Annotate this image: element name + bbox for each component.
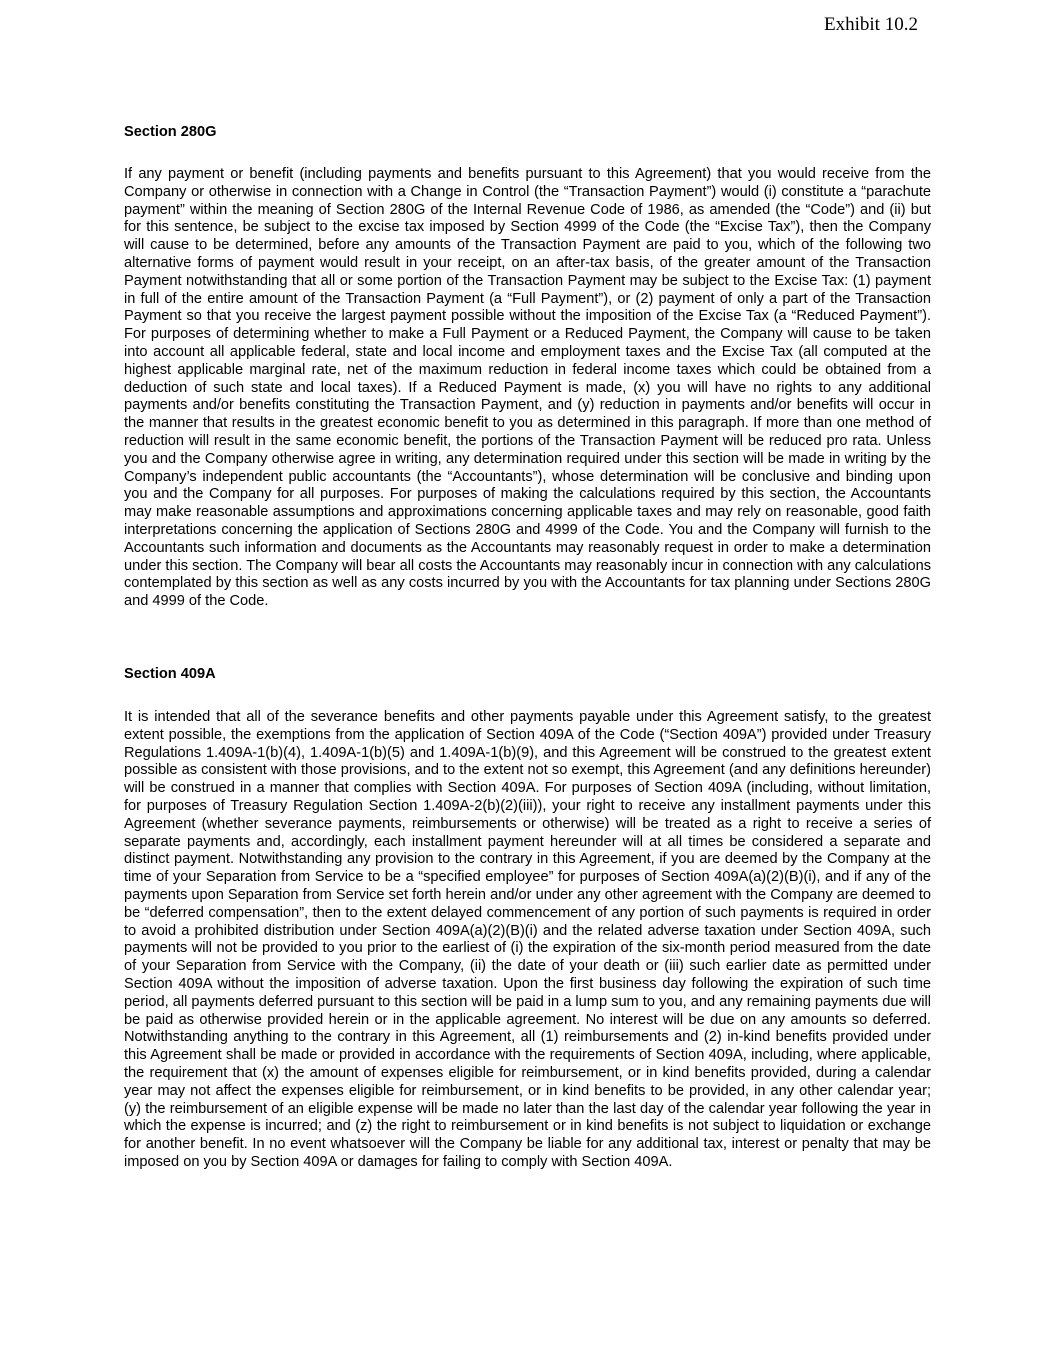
section-409a-paragraph: It is intended that all of the severance benefits and other payments payable under this Agreement satisfy, to the greatest extent possible, the exemptions from the application of Section 409A of the Code (“Section 409A”) provided under Treasury Regulations 1.409A-1(b)(4), 1.409A-1(b)(5) and 1.409A-1(b)(9), and this Agreement will be construed to the greatest extent possible as consistent with those provisions, and to the extent not so exempt, this Agreement (and any definitions hereunder) will be construed in a manner that complies with Section 409A. For purposes of Section 409A (including, without limitation, for purposes of Treasury Regulation Section 1.409A-2(b)(2)(iii)), your right to receive any installment payments under this Agreement (whether severance payments, reimbursements or otherwise) will be treated as a right to receive a series of separate payments and, accordingly, each installment payment hereunder will at all times be considered a separate and distinct payment. Notwithstanding any provision to the contrary in this Agreement, if you are deemed by the Company at the time of your Separation from Service to be a “specified employee” for purposes of Section 409A(a)(2)(B)(i), and if any of the payments upon Separation from Service set forth herein and/or under any other agreement with the Company are deemed to be “deferred compensation”, then to the extent delayed commencement of any portion of such payments is required in order to avoid a prohibited distribution under Section 409A(a)(2)(B)(i) and the related adverse taxation under Section 409A, such payments will not be provided to you prior to the earliest of (i) the expiration of the six-month period measured from the date of your Separation from Service with the Company, (ii) the date of your death or (iii) such earlier date as permitted under Section 409A without the imposition of adverse taxation. Upon the first business day following the expiration of such time period, all payments deferred pursuant to this section will be paid in a lump sum to you, and any remaining payments due will be paid as otherwise provided herein or in the applicable agreement. No interest will be due on any amounts so deferred. Notwithstanding anything to the contrary in this Agreement, all (1) reimbursements and (2) in-kind benefits provided under this Agreement shall be made or provided in accordance with the requirements of Section 409A, including, where applicable, the requirement that (x) the amount of expenses eligible for reimbursement, or in kind benefits provided, during a calendar year may not affect the expenses eligible for reimbursement, or in kind benefits to be provided, in any other calendar year; (y) the reimbursement of an eligible expense will be made no later than the last day of the calendar year following the year in which the expense is incurred; and (z) the right to reimbursement or in kind benefits is not subject to liquidation or exchange for another benefit. In no event whatsoever will the Company be liable for any additional tax, interest or penalty that may be imposed on you by Section 409A or damages for failing to comply with Section 409A.: [124, 709, 931, 1170]
section-409a-heading: Section 409A: [124, 666, 216, 682]
exhibit-label: Exhibit 10.2: [824, 14, 918, 35]
section-280g-heading: Section 280G: [124, 124, 217, 140]
section-280g-paragraph: If any payment or benefit (including payments and benefits pursuant to this Agreement) that you would receive from the Company or otherwise in connection with a Change in Control (the “Transaction Payment”) would (i) constitute a “parachute payment” within the meaning of Section 280G of the Internal Revenue Code of 1986, as amended (the “Code”) and (ii) but for this sentence, be subject to the excise tax imposed by Section 4999 of the Code (the “Excise Tax”), then the Company will cause to be determined, before any amounts of the Transaction Payment are paid to you, which of the following two alternative forms of payment would result in your receipt, on an after-tax basis, of the greater amount of the Transaction Payment notwithstanding that all or some portion of the Transaction Payment may be subject to the Excise Tax: (1) payment in full of the entire amount of the Transaction Payment (a “Full Payment”), or (2) payment of only a part of the Transaction Payment so that you receive the largest payment possible without the imposition of the Excise Tax (a “Reduced Payment”). For purposes of determining whether to make a Full Payment or a Reduced Payment, the Company will cause to be taken into account all applicable federal, state and local income and employment taxes and the Excise Tax (all computed at the highest applicable marginal rate, net of the maximum reduction in federal income taxes which could be obtained from a deduction of such state and local taxes). If a Reduced Payment is made, (x) you will have no rights to any additional payments and/or benefits constituting the Transaction Payment, and (y) reduction in payments and/or benefits will occur in the manner that results in the greatest economic benefit to you as determined in this paragraph. If more than one method of reduction will result in the same economic benefit, the portions of the Transaction Payment will be reduced pro rata. Unless you and the Company otherwise agree in writing, any determination required under this section will be made in writing by the Company’s independent public accountants (the “Accountants”), whose determination will be conclusive and binding upon you and the Company for all purposes. For purposes of making the calculations required by this section, the Accountants may make reasonable assumptions and approximations concerning applicable taxes and may rely on reasonable, good faith interpretations concerning the application of Sections 280G and 4999 of the Code. You and the Company will furnish to the Accountants such information and documents as the Accountants may reasonably request in order to make a determination under this section. The Company will bear all costs the Accountants may reasonably incur in connection with any calculations contemplated by this section as well as any costs incurred by you with the Accountants for tax planning under Sections 280G and 4999 of the Code.: [124, 166, 931, 610]
